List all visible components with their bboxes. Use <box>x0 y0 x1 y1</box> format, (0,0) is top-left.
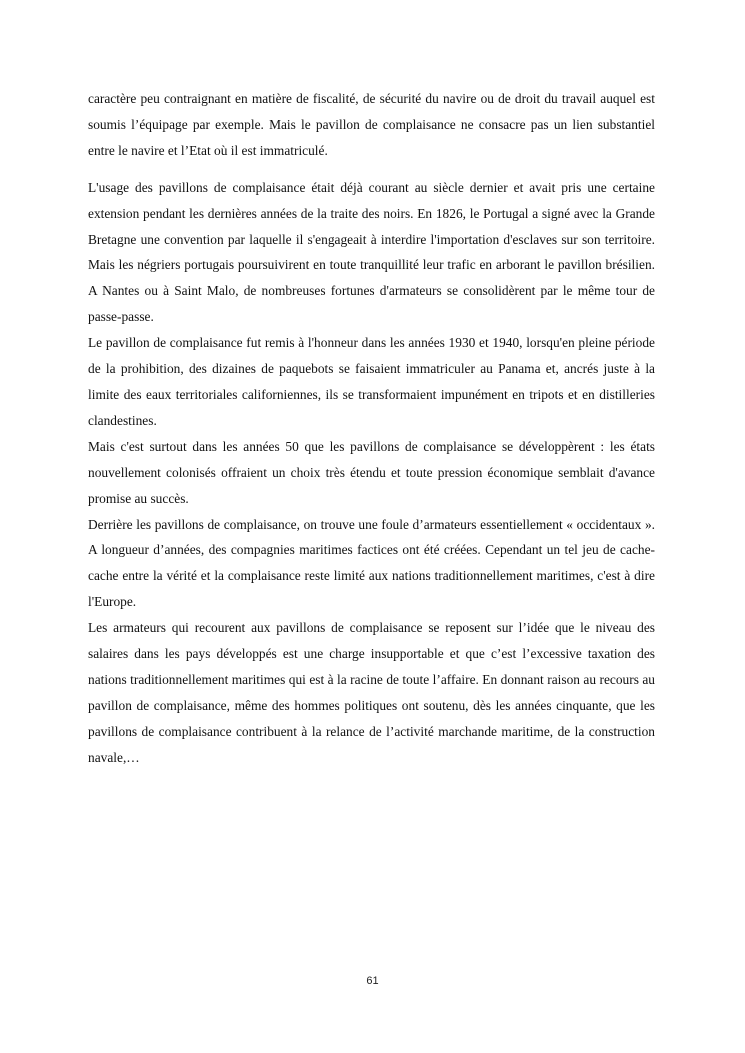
page-body <box>88 86 655 771</box>
paragraph: L'usage des pavillons de complaisance était déjà courant au siècle dernier et avait pris une certaine extension pendant les dernières années de la traite des noirs. En 1826, le Portugal a signé avec la Grande Bretagne une convention par laquelle il s'engageait à interdire l'importation d'esclaves sur son territoire. Mais les négriers portugais poursuivirent en toute tranquillité leur trafic en arborant le pavillon brésilien. A Nantes ou à Saint Malo, de nombreuses fortunes d'armateurs se consolidèrent par le même tour de passe-passe. <box>88 179 655 325</box>
page-number: 61 <box>366 975 379 987</box>
paragraph: Les armateurs qui recourent aux pavillons de complaisance se reposent sur l’idée que le niveau des salaires dans les pays développés est une charge insupportable et que c’est l’excessive taxation des nations traditionnellement maritimes qui est à la racine de toute l’affaire. En donnant raison au recours au pavillon de complaisance, même des hommes politiques ont soutenu, dès les années cinquante, que les pavillons de complaisance contribuent à la relance de l’activité marchande maritime, de la construction navale,… <box>88 620 655 765</box>
paragraph: caractère peu contraignant en matière de fiscalité, de sécurité du navire ou de droit du travail auquel est soumis l’équipage par exemple. Mais le pavillon de complaisance ne consacre pas un lien substantiel entre le navire et l’Etat où il est immatriculé. <box>88 91 655 158</box>
paragraph: Mais c'est surtout dans les années 50 que les pavillons de complaisance se développèrent : les états nouvellement colonisés offraient un choix très étendu et toute pression économique semblait d'avance promise au succès. <box>88 438 655 506</box>
paragraph: Derrière les pavillons de complaisance, on trouve une foule d’armateurs essentiellement « occidentaux ». A longueur d’années, des compagnies maritimes factices ont été créées. Cependant un tel jeu de cache-cache entre la vérité et la complaisance reste limité aux nations traditionnellement maritimes, c'est à dire l'Europe. <box>88 516 655 610</box>
paragraph: Le pavillon de complaisance fut remis à l'honneur dans les années 1930 et 1940, lorsqu'en pleine période de la prohibition, des dizaines de paquebots se faisaient immatriculer au Panama et, ancrés juste à la limite des eaux territoriales californiennes, ils se transformaient impunément en tripots et en distilleries clandestines. <box>88 335 655 428</box>
